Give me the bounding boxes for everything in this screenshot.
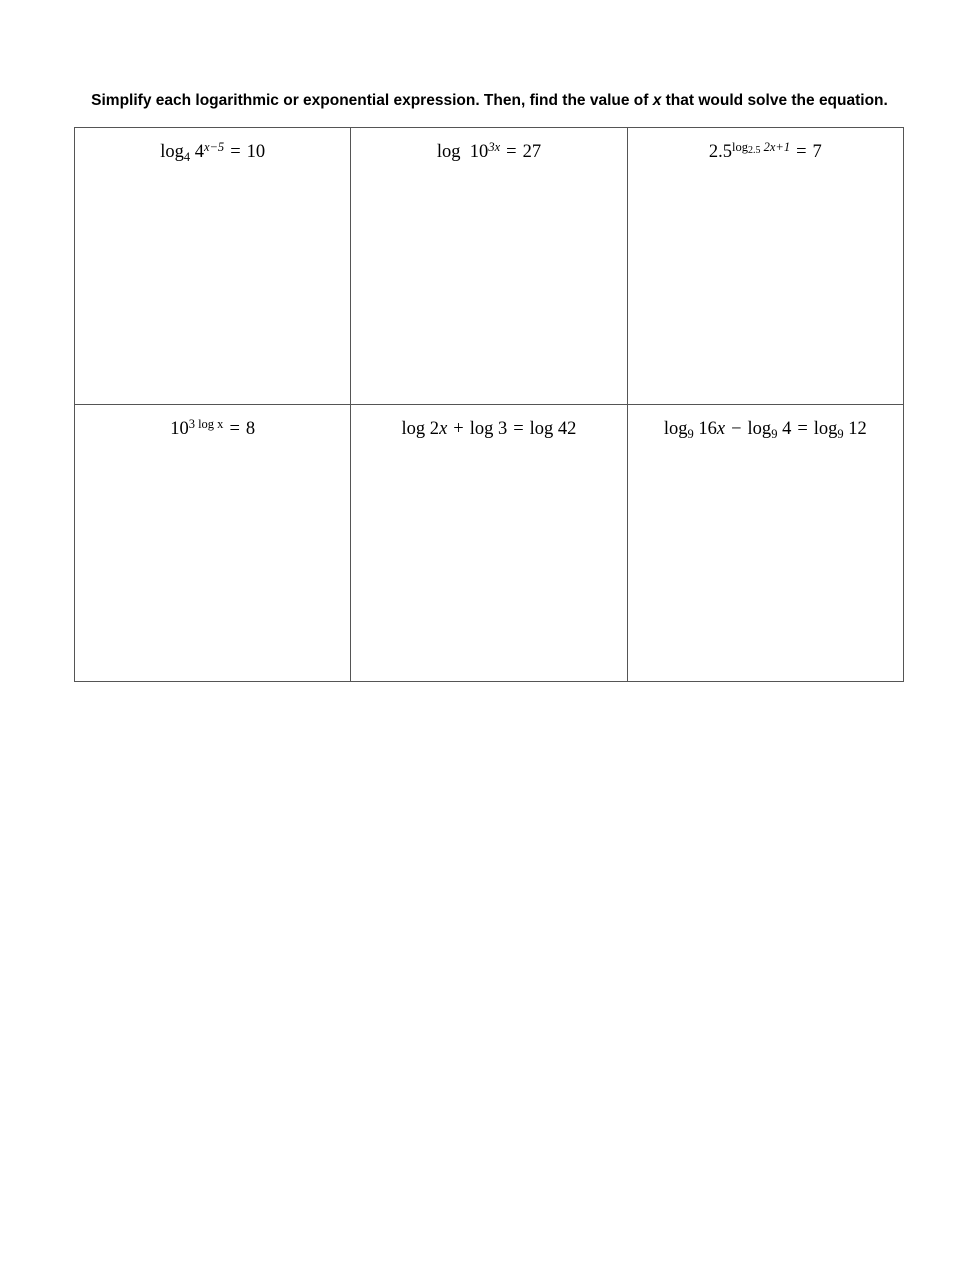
eq2-rhs: 27 xyxy=(522,142,542,162)
eq3-equals: = xyxy=(796,142,807,162)
eq3-exponent: log2.5 2x+1 xyxy=(732,140,791,156)
equation-6: $\log_9 16x - \log_9 4 = \log_9 12$ xyxy=(663,419,867,441)
problem-cell-4[interactable] xyxy=(75,405,351,682)
eq1-log: log xyxy=(160,142,184,162)
eq5-equals: = xyxy=(513,419,524,439)
eq5-plus: + xyxy=(453,419,464,439)
instructions-text-2: that would solve the equation. xyxy=(661,92,888,109)
eq6-minus: − xyxy=(731,419,742,439)
equation-2 xyxy=(351,141,626,163)
equation-1 xyxy=(75,141,350,163)
eq2-base: log 10 xyxy=(436,142,489,162)
eq6-variable: x xyxy=(716,419,726,439)
equation-4 xyxy=(75,418,350,440)
eq1-exponent: x−5 xyxy=(203,140,225,154)
eq1-log-base: 4 xyxy=(183,150,191,164)
eq3-base: 2.5 xyxy=(708,142,732,162)
eq5-term1: log 2 xyxy=(401,419,440,439)
eq5-term2: log 3 xyxy=(469,419,508,439)
eq2-equals: = xyxy=(506,142,517,162)
equation-3 xyxy=(628,141,903,163)
eq4-exponent: 3 log x xyxy=(188,417,224,431)
equation-5 xyxy=(351,418,626,440)
eq1-number: 4 xyxy=(190,142,204,162)
problem-cell-1[interactable] xyxy=(75,128,351,405)
instructions xyxy=(0,92,979,110)
problem-cell-2[interactable] xyxy=(351,128,627,405)
problem-cell-6[interactable] xyxy=(627,405,903,682)
problem-grid xyxy=(74,127,904,682)
eq4-rhs: 8 xyxy=(245,419,256,439)
eq1-equals: = xyxy=(230,142,241,162)
eq4-base: 10 xyxy=(170,419,189,439)
eq2-exponent: 3x xyxy=(488,140,501,154)
problem-cell-5[interactable] xyxy=(351,405,627,682)
eq5-rhs: log 42 xyxy=(529,419,577,439)
instructions-text-1: Simplify each logarithmic or exponential expression. Then, find the value of xyxy=(91,92,653,109)
eq3-rhs: 7 xyxy=(812,142,822,162)
eq5-variable: x xyxy=(439,419,448,439)
instructions-variable: x xyxy=(652,92,662,109)
eq1-rhs: 10 xyxy=(246,142,266,162)
eq4-equals: = xyxy=(229,419,240,439)
problem-cell-3[interactable] xyxy=(627,128,903,405)
eq6-equals: = xyxy=(797,419,808,439)
